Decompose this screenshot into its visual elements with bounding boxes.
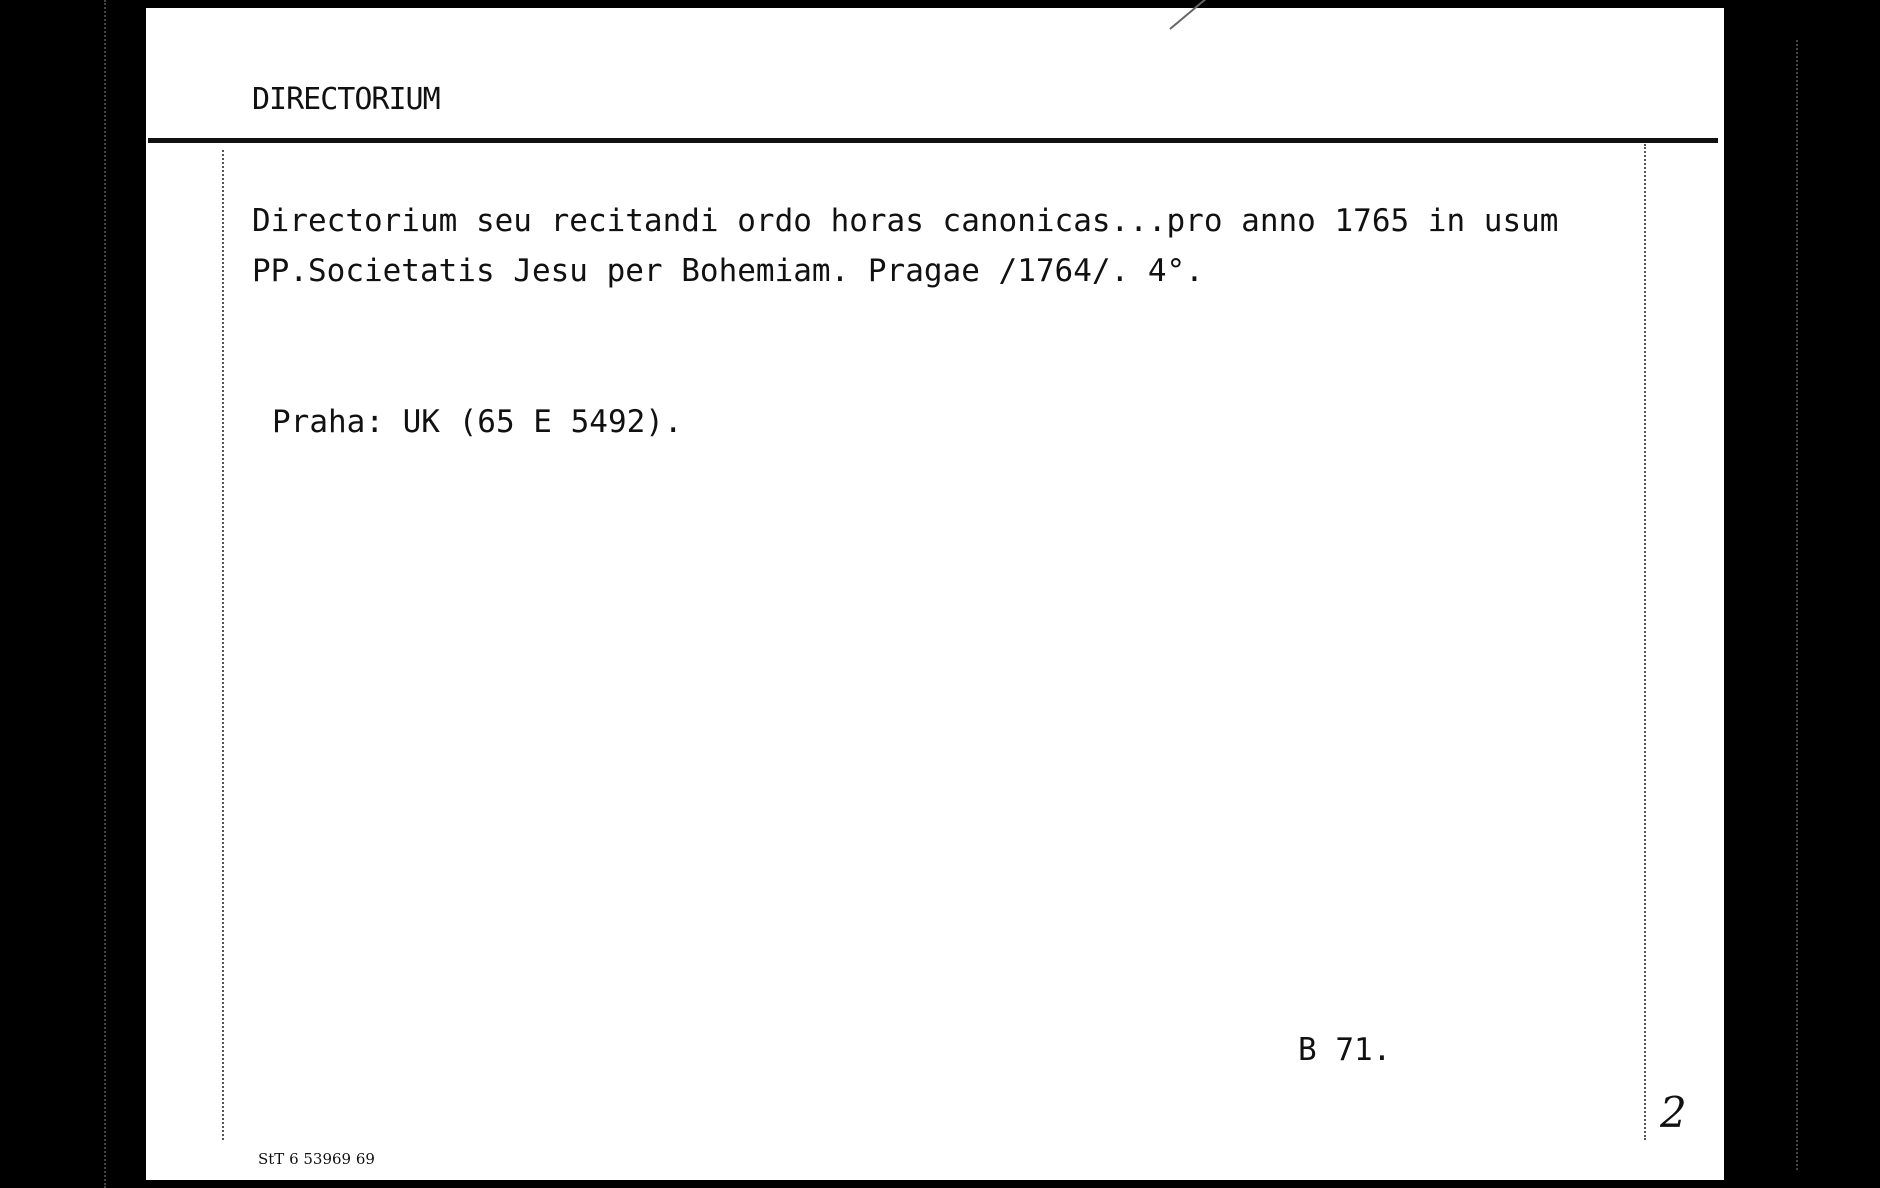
heading-rule (148, 138, 1718, 143)
holding-location: Praha: UK (65 E 5492). (272, 404, 683, 440)
card-footer-code: StT 6 53969 69 (258, 1150, 375, 1168)
entry-line-2: PP.Societatis Jesu per Bohemiam. Pragae /1764/. 4°. (252, 253, 1204, 289)
handwritten-number: 2 (1660, 1088, 1687, 1137)
scan-edge-right (1796, 40, 1798, 1170)
pencil-mark (1169, 0, 1224, 30)
margin-line-left (222, 150, 224, 1140)
shelf-signature: B 71. (1298, 1032, 1392, 1068)
card-heading: DIRECTORIUM (252, 82, 440, 117)
bibliographic-entry (252, 196, 1642, 296)
margin-line-right (1644, 144, 1646, 1140)
entry-line-1: Directorium seu recitandi ordo horas canonicas...pro anno 1765 in usum (252, 203, 1559, 239)
catalog-card (146, 8, 1724, 1180)
scan-edge-left (104, 0, 106, 1188)
